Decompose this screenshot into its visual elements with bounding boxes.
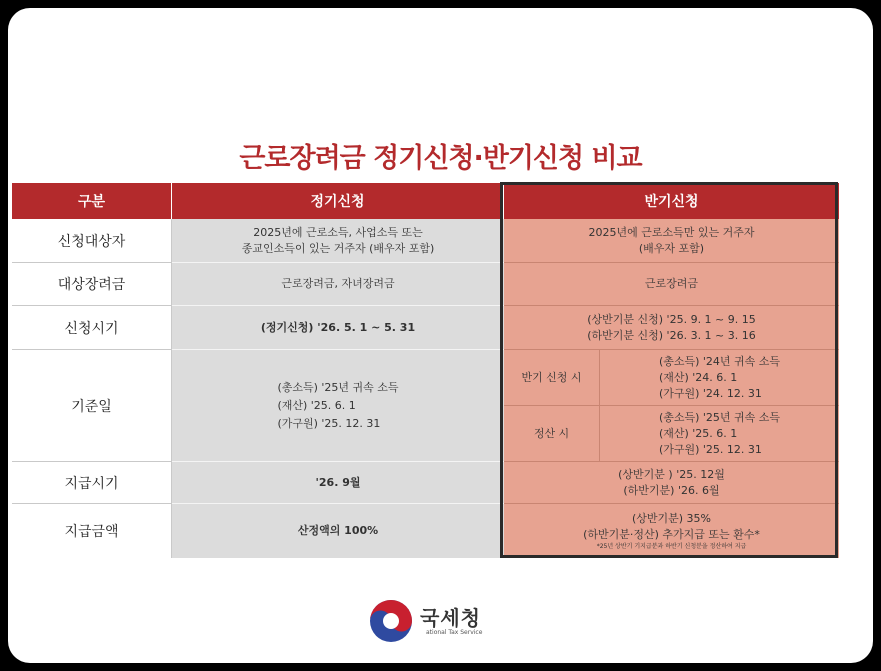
semiannual-amount: [504, 504, 839, 558]
slide: [8, 8, 873, 663]
logo-name: 국세청: [420, 606, 481, 630]
semiannual-base-date-line: (재산) '24. 6. 1: [658, 370, 738, 384]
semiannual-sub-label-1: 반기 신청 시: [504, 350, 600, 406]
semiannual-base-date-line: (가구원) '24. 12. 31: [658, 386, 762, 400]
semiannual-base-date-line: (총소득) '24년 귀속 소득: [658, 354, 781, 368]
regular-base-date-line: (재산) '25. 6. 1: [277, 398, 356, 412]
taegeuk-emblem-icon: [368, 598, 414, 644]
row-label-payment-time: 지급시기: [12, 462, 172, 504]
page-title: 근로장려금 정기신청·반기신청 비교: [239, 143, 642, 174]
regular-period: (정기신청) '26. 5. 1 ~ 5. 31: [172, 306, 504, 350]
semiannual-period-line: (하반기분 신청) '26. 3. 1 ~ 3. 16: [587, 328, 756, 342]
logo-subtitle: ational Tax Service: [426, 629, 483, 636]
comparison-table: [12, 183, 839, 558]
row-label-benefit: 대상장려금: [12, 263, 172, 306]
semiannual-payment-line: (상반기분 ) '25. 12월: [618, 467, 725, 481]
row-label-amount: 지급금액: [12, 504, 172, 558]
semiannual-sub-values-1: [600, 350, 839, 406]
regular-payment-time: '26. 9월: [172, 462, 504, 504]
semiannual-period-line: (상반기분 신청) '25. 9. 1 ~ 9. 15: [587, 312, 756, 326]
regular-base-date: [172, 350, 504, 462]
regular-base-date-line: (총소득) '25년 귀속 소득: [277, 380, 399, 394]
regular-target-line: 종교인소득이 있는 거주자 (배우자 포함): [241, 241, 435, 255]
row-label-period: 신청시기: [12, 306, 172, 350]
regular-amount: 산정액의 100%: [172, 504, 504, 558]
semiannual-base-date-line: (총소득) '25년 귀속 소득: [658, 410, 781, 424]
semiannual-period: [504, 306, 839, 350]
semiannual-amount-line: (하반기분·정산) 추가지급 또는 환수*: [583, 528, 760, 541]
regular-base-date-line: (가구원) '25. 12. 31: [277, 416, 381, 430]
semiannual-payment-line: (하반기분) '26. 6월: [623, 483, 720, 497]
row-label-base-date: 기준일: [12, 350, 172, 462]
semiannual-base-date-line: (가구원) '25. 12. 31: [658, 442, 762, 456]
semiannual-sub-label-2: 정산 시: [504, 406, 600, 462]
semiannual-target: [504, 219, 839, 263]
semiannual-target-line: (배우자 포함): [638, 241, 705, 255]
semiannual-base-date-line: (재산) '25. 6. 1: [658, 426, 738, 440]
semiannual-amount-line: (상반기분) 35%: [631, 512, 712, 525]
nts-logo: [368, 596, 508, 648]
semiannual-amount-note: *25년 상반기 기지급분과 하반기 신청분을 정산하여 지급: [596, 543, 747, 550]
regular-target-line: 2025년에 근로소득, 사업소득 또는: [253, 225, 423, 239]
semiannual-target-line: 2025년에 근로소득만 있는 거주자: [588, 225, 755, 239]
regular-benefit: 근로장려금, 자녀장려금: [172, 263, 504, 306]
header-regular: 정기신청: [172, 183, 504, 219]
header-semiannual: 반기신청: [504, 183, 839, 219]
semiannual-sub-values-2: [600, 406, 839, 462]
semiannual-payment-time: [504, 462, 839, 504]
regular-target: [172, 219, 504, 263]
header-category: 구분: [12, 183, 172, 219]
row-label-target: 신청대상자: [12, 219, 172, 263]
semiannual-benefit: 근로장려금: [504, 263, 839, 306]
